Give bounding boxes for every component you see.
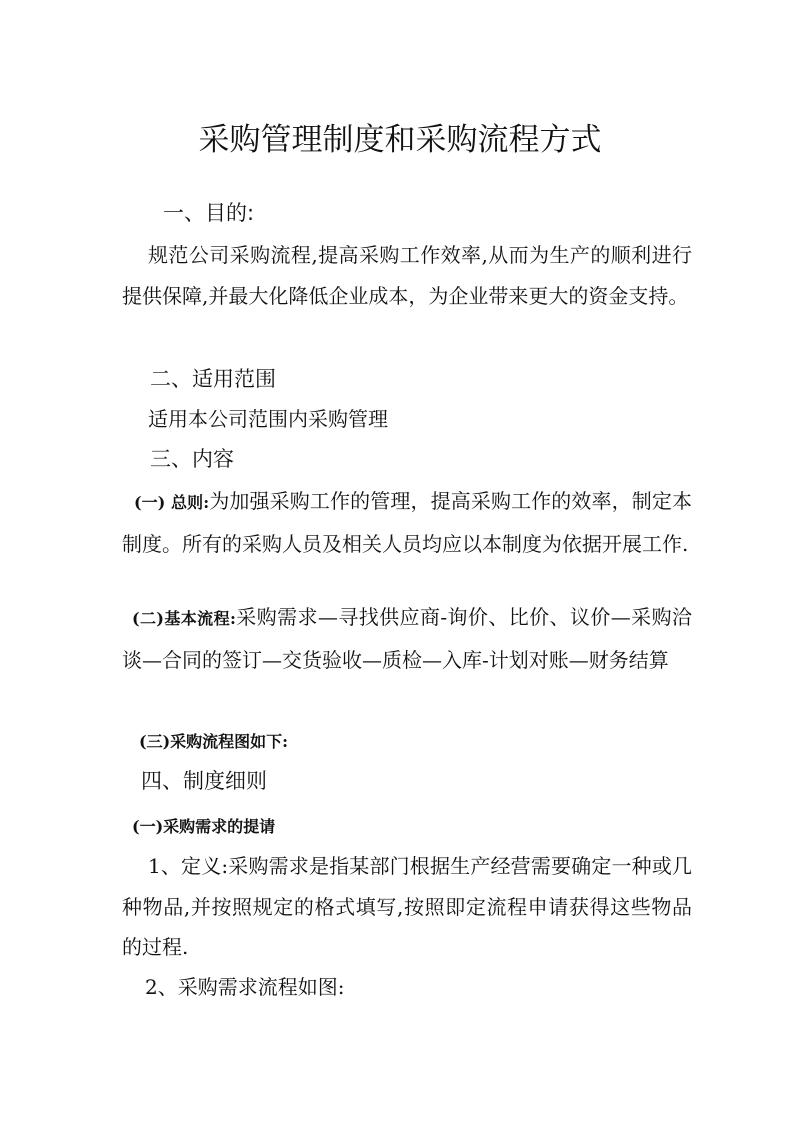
rules-paragraph-definition: 1、定义:采购需求是指某部门根据生产经营需要确定一种或几种物品,并按照规定的格式填写,按照即定流程申请获得这些物品的过程. xyxy=(122,854,692,959)
section-body-purpose: 规范公司采购流程,提高采购工作效率,从而为生产的顺利进行提供保障,并最大化降低企业成本，为企业带来更大的资金支持。 xyxy=(122,243,692,308)
content-item-basic-flow-text: 采购需求—寻找供应商-询价、比价、议价—采购洽谈—合同的签订—交货验收—质检—入库-计划对账—财务结算 xyxy=(122,605,692,672)
content-item-general-label: (一) 总则: xyxy=(134,493,210,512)
section-heading-purpose: 一、目的: xyxy=(163,201,255,225)
section-heading-rules: 四、制度细则 xyxy=(141,769,267,793)
section-heading-content: 三、内容 xyxy=(150,447,234,471)
rules-subheading-demand: (一)采购需求的提请 xyxy=(132,817,276,836)
content-item-basic-flow xyxy=(122,597,692,680)
content-item-general xyxy=(122,481,692,564)
section-heading-scope: 二、适用范围 xyxy=(150,367,276,391)
document-title: 采购管理制度和采购流程方式 xyxy=(198,122,602,158)
content-item-basic-flow-label: (二)基本流程: xyxy=(132,609,236,628)
rules-paragraph-flow: 2、采购需求流程如图: xyxy=(145,975,345,999)
section-body-scope: 适用本公司范围内采购管理 xyxy=(148,407,388,431)
content-item-general-text: 为加强采购工作的管理，提高采购工作的效率，制定本制度。所有的采购人员及相关人员均应以本制度为依据开展工作. xyxy=(122,489,692,556)
content-item-flowchart: (三)采购流程图如下: xyxy=(139,732,289,751)
